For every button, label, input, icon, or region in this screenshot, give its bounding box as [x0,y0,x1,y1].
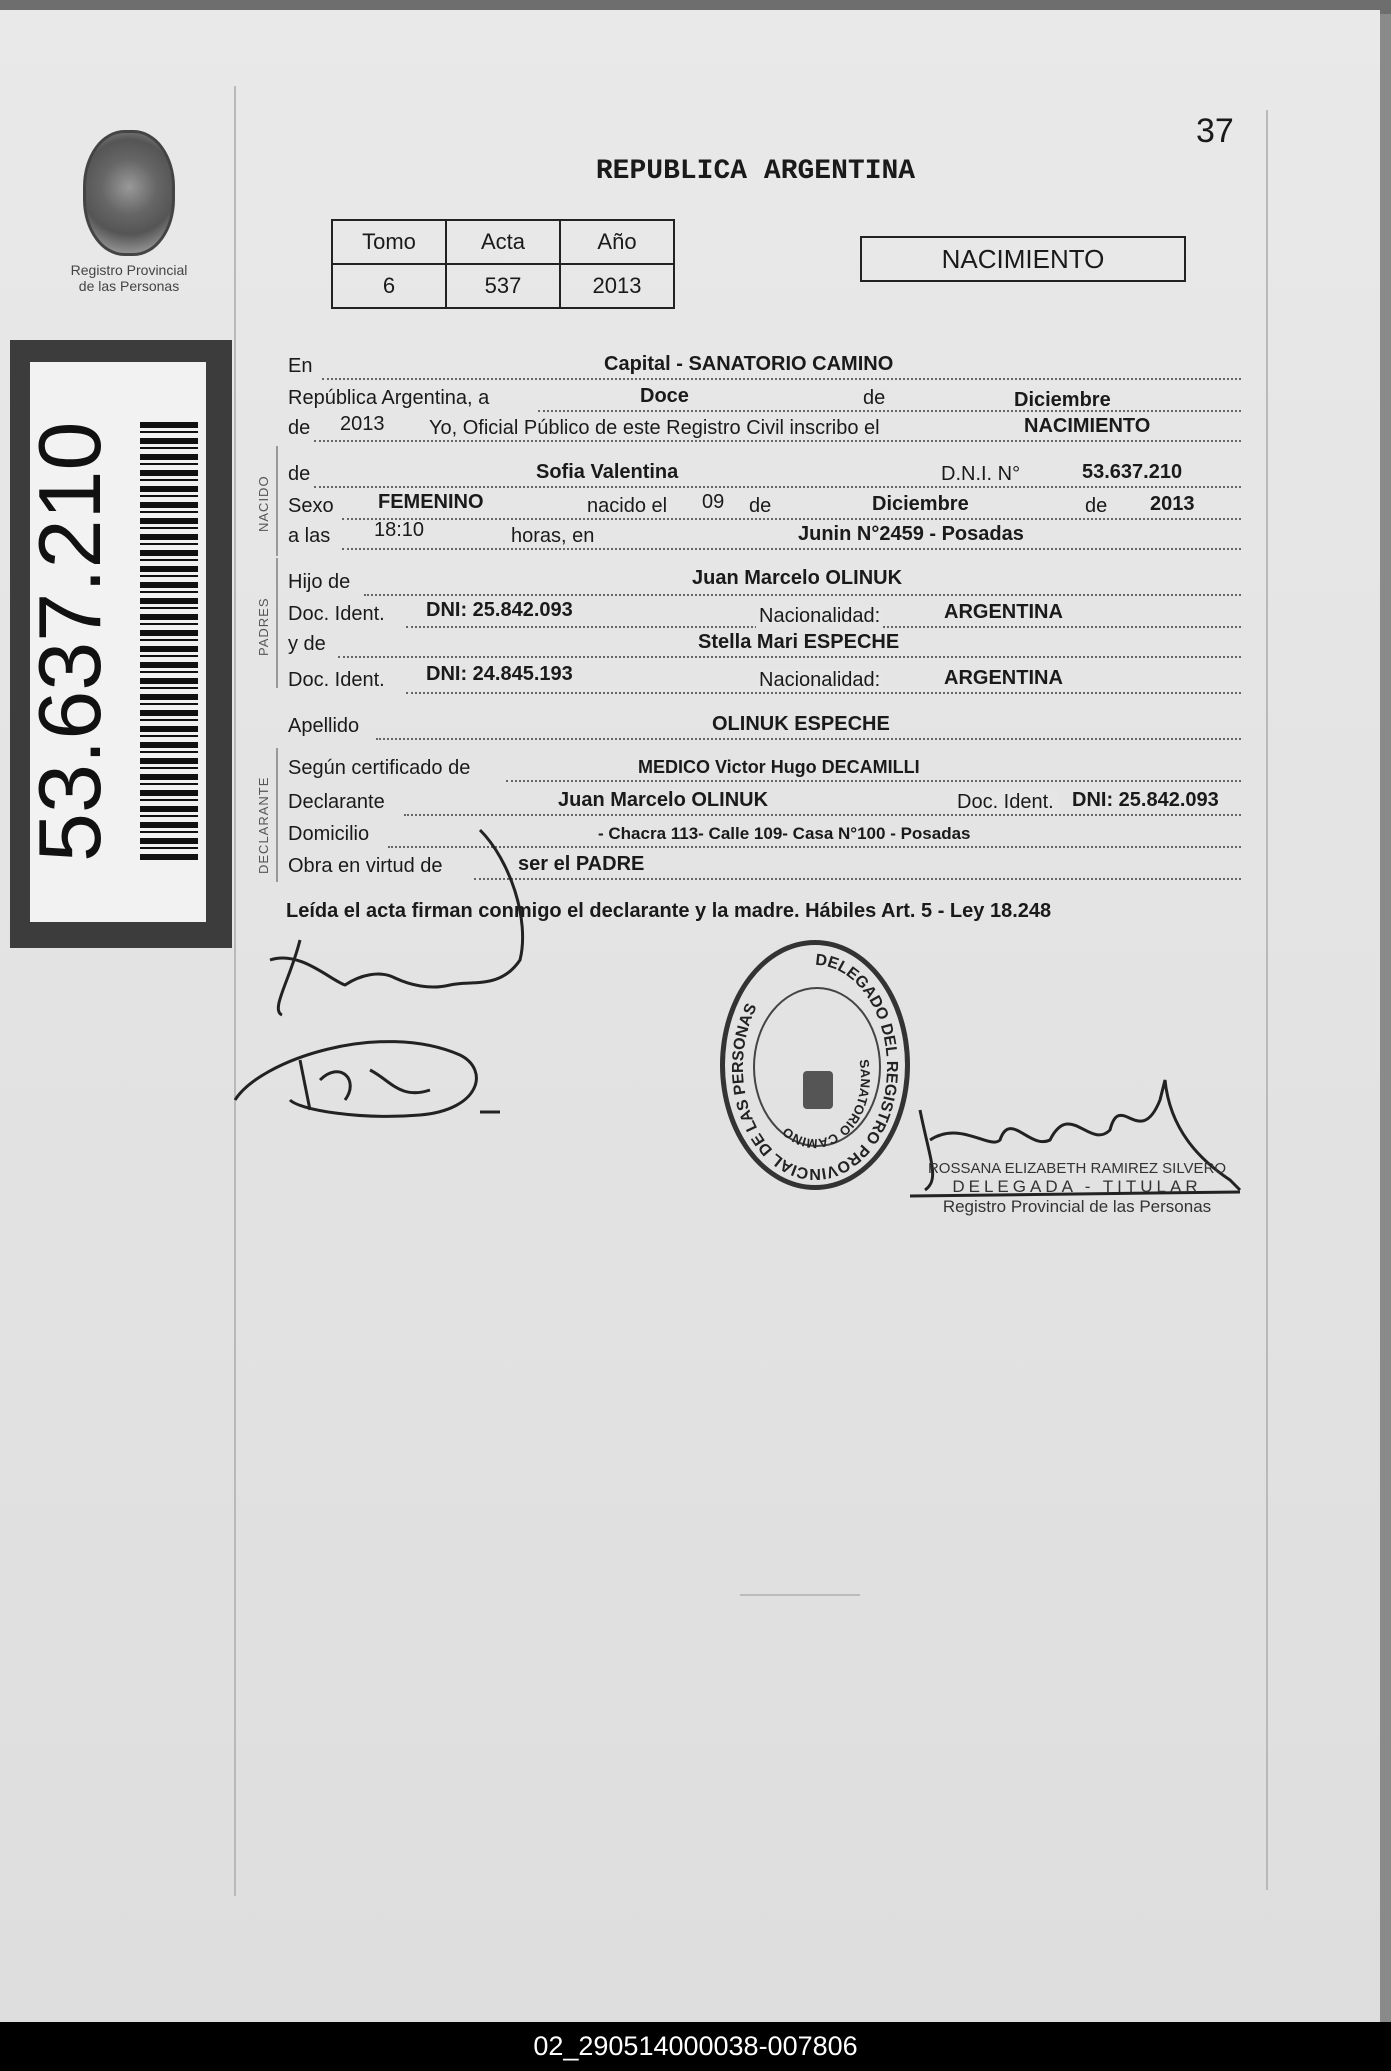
dia-value: Doce [640,385,689,407]
nacido-de-label: de [746,495,774,518]
faint-line [740,1594,860,1596]
stamp-outer-text: DELEGADO DEL REGISTRO PROVINCIAL DE LAS PERSONAS [729,951,900,1183]
decl-doc-label: Doc. Ident. [954,791,1057,814]
de2-label: de [288,417,311,439]
en-value: Capital - SANATORIO CAMINO [604,353,894,375]
delegada-block [912,1160,1242,1217]
acta-value: 537 [446,264,560,308]
closing-statement: Leída el acta firman conmigo el declarante y la madre. Hábiles Art. 5 - Ley 18.248 [286,900,1052,922]
nacido-mes: Diciembre [872,493,969,515]
tomo-value: 6 [332,264,446,308]
de-label: de [860,387,888,410]
registry-stamp [720,940,910,1190]
apellido-label: Apellido [288,715,360,737]
declarante-value: Juan Marcelo OLINUK [558,789,769,811]
declarante-signature [270,830,523,1015]
stamp-text-ring [725,945,905,1185]
declarante-label: Declarante [288,791,385,813]
section-declarante: DECLARANTE [256,776,271,874]
emblem-caption-line1: Registro Provincial [70,262,188,278]
madre-signature [235,1042,500,1117]
madre-nac-label: Nacionalidad: [756,669,883,692]
nacido-dia: 09 [702,491,725,513]
section-padres: PADRES [256,597,271,656]
padre-doc-label: Doc. Ident. [288,603,385,625]
sexo-label: Sexo [288,495,334,517]
nombre-value: Sofia Valentina [536,461,679,483]
domicilio-label: Domicilio [288,823,370,845]
stamp-inner-text: SANATORIO CAMINO [779,1058,874,1152]
sexo-value: FEMENINO [378,491,484,513]
anio-value: 2013 [560,264,674,308]
obra-value: ser el PADRE [518,853,645,875]
obra-label: Obra en virtud de [288,855,443,877]
anio-value: 2013 [340,413,385,435]
alas-label: a las [288,525,331,547]
lugar-value: Junin N°2459 - Posadas [798,523,1024,545]
apellido-value: OLINUK ESPECHE [712,713,890,735]
emblem-caption-line2: de las Personas [78,278,180,294]
document-title: REPUBLICA ARGENTINA [595,156,916,187]
horas-label: horas, en [508,525,597,548]
nacido-de2-label: de [1082,495,1110,518]
hora-value: 18:10 [374,519,425,541]
inscribo-text: Yo, Oficial Público de este Registro Civil inscribo el [426,417,883,440]
padre-nac-label: Nacionalidad: [756,605,883,628]
acta-type-box: NACIMIENTO [860,236,1186,282]
republica-label: República Argentina, a [288,387,490,409]
domicilio-value: - Chacra 113- Calle 109- Casa N°100 - Posadas [598,824,971,843]
mes-value: Diciembre [1014,389,1111,411]
delegada-role: DELEGADA - TITULAR [952,1177,1202,1196]
anio-header: Año [560,220,674,264]
inscribo-value: NACIMIENTO [1024,415,1151,437]
nacido-anio: 2013 [1150,493,1195,515]
nombre-label: de [288,463,311,485]
en-label: En [288,355,313,377]
segun-value: MEDICO Victor Hugo DECAMILLI [638,757,920,777]
scan-footer-id: 02_290514000038-007806 [0,2022,1391,2071]
madre-nac: ARGENTINA [944,667,1063,689]
acta-header: Acta [446,220,560,264]
padre-doc: DNI: 25.842.093 [426,599,573,621]
barcode-number: 53.637.210 [20,421,119,862]
section-nacido: NACIDO [256,475,271,532]
delegada-org: Registro Provincial de las Personas [942,1197,1212,1216]
madre-doc: DNI: 24.845.193 [426,663,573,685]
hijo-label: Hijo de [288,571,351,593]
madre-doc-label: Doc. Ident. [288,669,385,691]
padre-value: Juan Marcelo OLINUK [692,567,903,589]
dni-value: 53.637.210 [1082,461,1183,483]
nacido-label: nacido el [584,495,670,518]
madre-value: Stella Mari ESPECHE [698,631,900,653]
segun-label: Según certificado de [288,757,471,779]
tomo-header: Tomo [332,220,446,264]
svg-text:SANATORIO CAMINO [779,1058,873,1151]
yde-label: y de [288,633,326,655]
page-number: 37 [1196,112,1234,150]
dni-label: D.N.I. N° [938,463,1023,486]
delegada-name: ROSSANA ELIZABETH RAMIREZ SILVERO [927,1160,1227,1177]
padre-nac: ARGENTINA [944,601,1063,623]
decl-doc-value: DNI: 25.842.093 [1072,789,1219,811]
